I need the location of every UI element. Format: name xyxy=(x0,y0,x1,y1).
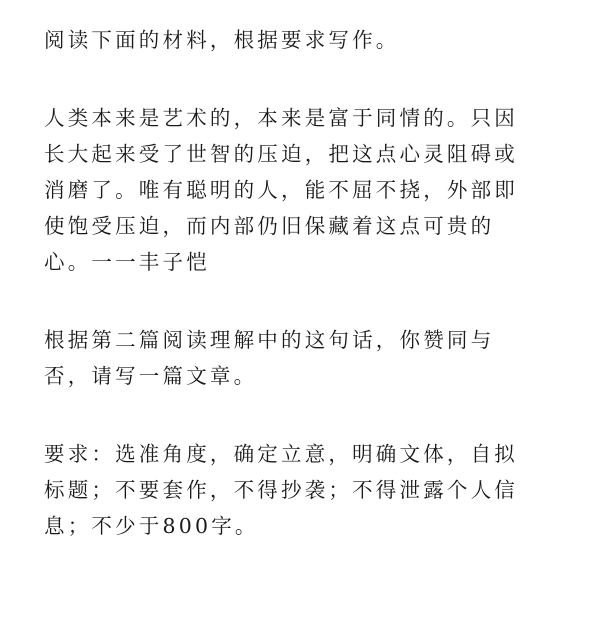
quote-paragraph xyxy=(44,100,572,280)
text-line: 根据第二篇阅读理解中的这句话，你赞同与 xyxy=(44,328,495,352)
text-line: 使饱受压迫，而内部仍旧保藏着这点可贵的 xyxy=(44,214,495,238)
text-line: 人类本来是艺术的，本来是富于同情的。只因 xyxy=(44,106,518,130)
instruction-paragraph xyxy=(44,22,572,58)
text-line: 标题；不要套作，不得抄袭；不得泄露个人信 xyxy=(44,478,518,502)
text-line: 长大起来受了世智的压迫，把这点心灵阻碍或 xyxy=(44,142,518,166)
text-line: 消磨了。唯有聪明的人，能不屈不挠，外部即 xyxy=(44,178,518,202)
text-line: 否，请写一篇文章。 xyxy=(44,364,258,388)
text-line: 阅读下面的材料，根据要求写作。 xyxy=(44,28,400,52)
text-line: 要求：选准角度，确定立意，明确文体，自拟 xyxy=(44,442,518,466)
requirements-paragraph xyxy=(44,436,572,544)
text-line: 心。一一丰子恺 xyxy=(44,250,210,274)
text-line: 息；不少于800字。 xyxy=(44,514,259,538)
prompt-paragraph xyxy=(44,322,572,394)
